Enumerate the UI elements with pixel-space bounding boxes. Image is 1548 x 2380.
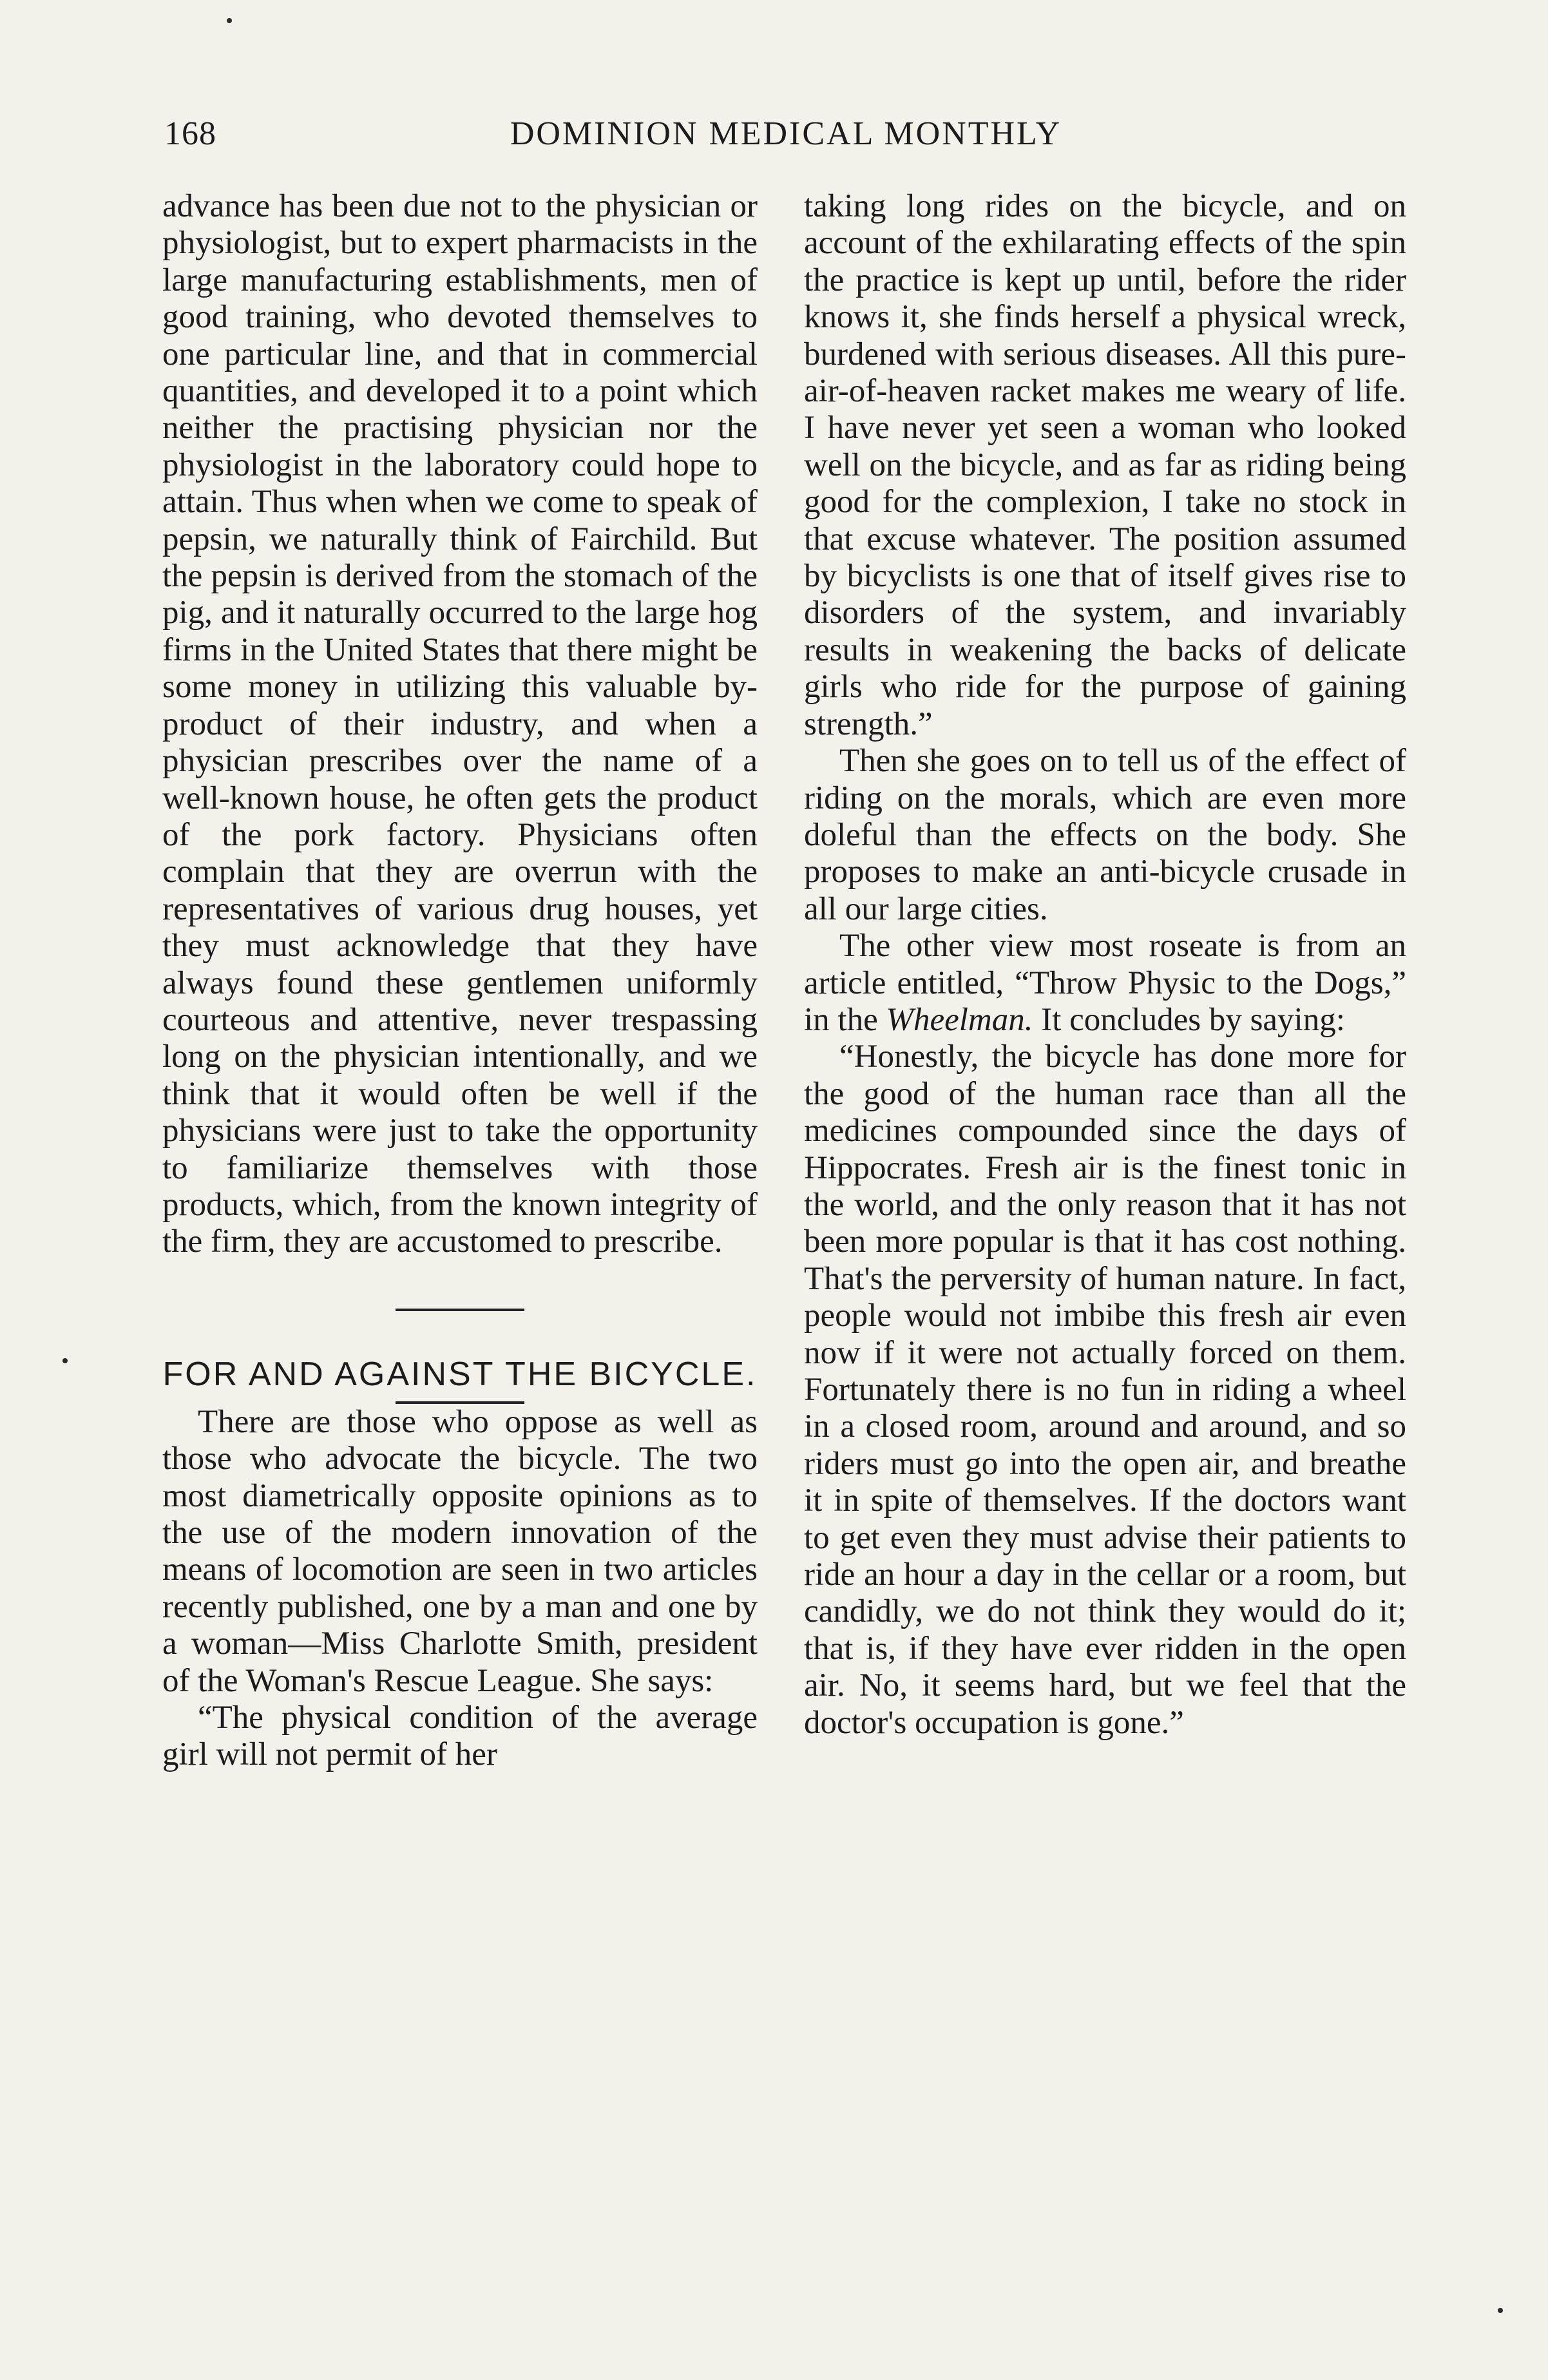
- left-paragraph-continuation: advance has been due not to the physician or physiologist, but to expert pharmacists in the large manufacturing establishments, men of good training, who devoted themselves to one particular line, and that in commercial quantities, and developed it to a point which neither the practising physician nor the physiologist in the laboratory could hope to attain. Thus when when we come to speak of pepsin, we naturally think of Fairchild. But the pepsin is derived from the stomach of the pig, and it naturally occurred to the large hog firms in the United States that there might be some money in utilizing this valuable by-product of their industry, and when a physician prescribes over the name of a well-known house, he often gets the product of the pork factory. Physicians often complain that they are overrun with the representatives of various drug houses, yet they must acknowledge that they have always found these gentlemen uniformly courteous and attentive, never trespassing long on the physician intentionally, and we think that it would often be well if the physicians were just to take the opportunity to familiarize themselves with those products, which, from the known integrity of the firm, they are accustomed to prescribe.: [162, 188, 758, 1260]
- section-heading: FOR AND AGAINST THE BICYCLE.: [162, 1355, 758, 1393]
- right-paragraph-other-view: [804, 928, 1406, 1039]
- wheelman-title: Wheelman.: [886, 1001, 1033, 1038]
- page-header: [164, 115, 1408, 160]
- other-view-text-start: The other view most roseate is from an article entitled, “Throw Physic to the Dogs,” in the: [804, 928, 1406, 1038]
- ink-speck: [227, 18, 232, 23]
- running-title: DOMINION MEDICAL MONTHLY: [510, 115, 1062, 152]
- ink-speck: [62, 1358, 68, 1363]
- right-column: [804, 188, 1406, 1742]
- section-divider-top: [396, 1309, 524, 1311]
- ink-speck: [1498, 2308, 1503, 2313]
- other-view-text-end: It concludes by saying:: [1033, 1001, 1345, 1038]
- left-paragraph-quote-start: “The physical condition of the average girl will not permit of her: [162, 1700, 758, 1773]
- left-paragraph-intro: There are those who oppose as well as those who advocate the bicycle. The two most diametrically opposite opinions as to the use of the modern innovation of the means of locomotion are seen in two articles recently published, one by a man and one by a woman—Miss Charlotte Smith, president of the Woman's Rescue League. She says:: [162, 1403, 758, 1699]
- page-number: 168: [164, 115, 216, 152]
- right-paragraph-quote-end: taking long rides on the bicycle, and on account of the exhilarating effects of the spin the practice is kept up until, before the rider knows it, she finds herself a physical wreck, burdened with serious diseases. All this pure-air-of-heaven racket makes me weary of life. I have never yet seen a woman who looked well on the bicycle, and as far as riding being good for the complexion, I take no stock in that excuse whatever. The position assumed by bicyclists is one that of itself gives rise to disorders of the system, and invariably results in weakening the backs of delicate girls who ride for the purpose of gaining strength.”: [804, 188, 1406, 742]
- right-paragraph-morals: Then she goes on to tell us of the effect of riding on the morals, which are even more doleful than the effects on the body. She proposes to make an anti-bicycle crusade in all our large cities.: [804, 743, 1406, 927]
- right-paragraph-wheelman-quote: “Honestly, the bicycle has done more for the good of the human race than all the medicines compounded since the days of Hippocrates. Fresh air is the finest tonic in the world, and the only reason that it has not been more popular is that it has cost nothing. That's the perversity of human nature. In fact, people would not imbibe this fresh air even now if it were not actually forced on them. Fortunately there is no fun in riding a wheel in a closed room, around and around, and so riders must go into the open air, and breathe it in spite of themselves. If the doctors want to get even they must advise their patients to ride an hour a day in the cellar or a room, but candidly, we do not think they would do it; that is, if they have ever ridden in the open air. No, it seems hard, but we feel that the doctor's occupation is gone.”: [804, 1039, 1406, 1741]
- left-column: [162, 188, 758, 1774]
